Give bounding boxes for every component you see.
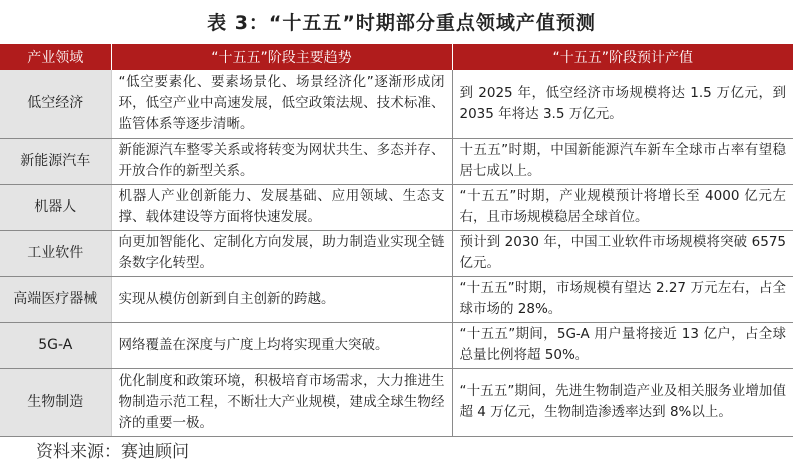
forecast-cell: 预计到 2030 年，中国工业软件市场规模将突破 6575 亿元。	[452, 230, 793, 276]
trend-cell: “低空要素化、要素场景化、场景经济化”逐渐形成闭环，低空产业中高速发展，低空政策法规、技术标准、监管体系等逐步清晰。	[111, 70, 452, 138]
header-sector: 产业领域	[0, 44, 111, 70]
table-header-row	[0, 44, 793, 70]
source-note: 资料来源：赛迪顾问	[36, 442, 189, 462]
table-row	[0, 322, 793, 368]
trend-cell: 向更加智能化、定制化方向发展，助力制造业实现全链条数字化转型。	[111, 230, 452, 276]
sector-cell: 生物制造	[0, 368, 111, 436]
table-row	[0, 70, 793, 138]
trend-cell: 优化制度和政策环境，积极培育市场需求，大力推进生物制造示范工程，不断壮大产业规模，建成全球生物经济的重要一极。	[111, 368, 452, 436]
forecast-cell: “十五五”期间，5G-A 用户量将接近 13 亿户，占全球总量比例将超 50%。	[452, 322, 793, 368]
forecast-cell: “十五五”时期，产业规模预计将增长至 4000 亿元左右，且市场规模稳居全球首位。	[452, 184, 793, 230]
forecast-cell: “十五五”期间，先进生物制造产业及相关服务业增加值超 4 万亿元，生物制造渗透率达到 8%以上。	[452, 368, 793, 436]
trend-cell: 网络覆盖在深度与广度上均将实现重大突破。	[111, 322, 452, 368]
forecast-cell: “十五五”时期，市场规模有望达 2.27 万元左右，占全球市场的 28%。	[452, 276, 793, 322]
sector-cell: 工业软件	[0, 230, 111, 276]
trend-cell: 新能源汽车整零关系或将转变为网状共生、多态并存、开放合作的新型关系。	[111, 138, 452, 184]
trend-cell: 实现从模仿创新到自主创新的跨越。	[111, 276, 452, 322]
sector-cell: 机器人	[0, 184, 111, 230]
trend-cell: 机器人产业创新能力、发展基础、应用领域、生态支撑、载体建设等方面将快速发展。	[111, 184, 452, 230]
table-title: 表 3：“十五五”时期部分重点领域产值预测	[207, 12, 596, 34]
header-forecast: “十五五”阶段预计产值	[452, 44, 793, 70]
sector-cell: 新能源汽车	[0, 138, 111, 184]
forecast-table	[0, 44, 793, 437]
table-row	[0, 138, 793, 184]
table-row	[0, 230, 793, 276]
header-trend: “十五五”阶段主要趋势	[111, 44, 452, 70]
table-row	[0, 184, 793, 230]
sector-cell: 低空经济	[0, 70, 111, 138]
forecast-cell: 十五五”时期，中国新能源汽车新车全球市占率有望稳居七成以上。	[452, 138, 793, 184]
sector-cell: 5G-A	[0, 322, 111, 368]
sector-cell: 高端医疗器械	[0, 276, 111, 322]
table-row	[0, 368, 793, 436]
forecast-cell: 到 2025 年，低空经济市场规模将达 1.5 万亿元，到 2035 年将达 3.5 万亿元。	[452, 70, 793, 138]
table-row	[0, 276, 793, 322]
